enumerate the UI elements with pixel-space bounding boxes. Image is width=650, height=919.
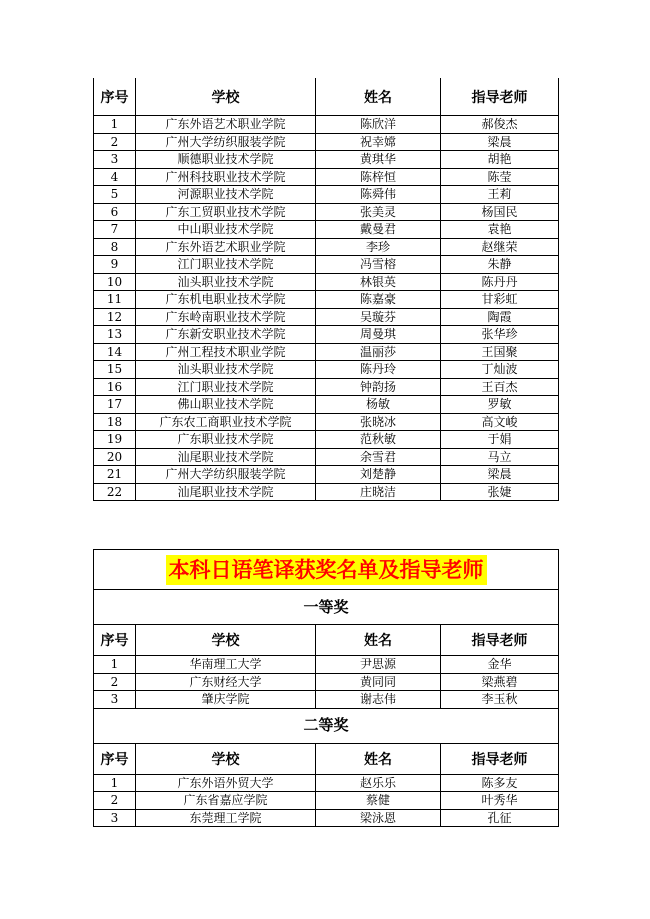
cell-num: 12 xyxy=(94,308,136,326)
cell-school: 广东外语外贸大学 xyxy=(136,774,316,792)
cell-teacher: 张华珍 xyxy=(441,326,559,344)
second-prize-label: 二等奖 xyxy=(94,708,559,743)
cell-school: 江门职业技术学院 xyxy=(136,378,316,396)
cell-name: 范秋敏 xyxy=(316,431,441,449)
cell-teacher: 梁燕碧 xyxy=(441,673,559,691)
cell-teacher: 袁艳 xyxy=(441,221,559,239)
table-row xyxy=(94,221,559,239)
cell-teacher: 马立 xyxy=(441,448,559,466)
table-row xyxy=(94,168,559,186)
cell-school: 河源职业技术学院 xyxy=(136,186,316,204)
cell-name: 陈舜伟 xyxy=(316,186,441,204)
header-name: 姓名 xyxy=(316,625,441,656)
cell-num: 4 xyxy=(94,168,136,186)
cell-num: 22 xyxy=(94,483,136,501)
cell-school: 广东外语艺术职业学院 xyxy=(136,238,316,256)
cell-teacher: 陈丹丹 xyxy=(441,273,559,291)
table-row xyxy=(94,691,559,709)
cell-num: 21 xyxy=(94,466,136,484)
cell-num: 2 xyxy=(94,792,136,810)
cell-name: 冯雪榕 xyxy=(316,256,441,274)
cell-teacher: 丁灿波 xyxy=(441,361,559,379)
cell-school: 广东农工商职业技术学院 xyxy=(136,413,316,431)
table-row xyxy=(94,256,559,274)
cell-name: 蔡健 xyxy=(316,792,441,810)
cell-teacher: 梁晨 xyxy=(441,133,559,151)
cell-school: 汕头职业技术学院 xyxy=(136,273,316,291)
cell-school: 佛山职业技术学院 xyxy=(136,396,316,414)
cell-num: 16 xyxy=(94,378,136,396)
cell-school: 广东职业技术学院 xyxy=(136,431,316,449)
cell-school: 中山职业技术学院 xyxy=(136,221,316,239)
cell-name: 张晓冰 xyxy=(316,413,441,431)
cell-name: 刘楚静 xyxy=(316,466,441,484)
cell-school: 汕尾职业技术学院 xyxy=(136,448,316,466)
table-header-row xyxy=(94,743,559,774)
cell-teacher: 王百杰 xyxy=(441,378,559,396)
header-num: 序号 xyxy=(94,625,136,656)
table-row xyxy=(94,413,559,431)
table-row xyxy=(94,809,559,827)
table-header-row xyxy=(94,78,559,116)
cell-teacher: 陈多友 xyxy=(441,774,559,792)
header-teacher: 指导老师 xyxy=(441,625,559,656)
cell-num: 11 xyxy=(94,291,136,309)
cell-teacher: 罗敏 xyxy=(441,396,559,414)
cell-school: 广东财经大学 xyxy=(136,673,316,691)
cell-num: 2 xyxy=(94,133,136,151)
cell-name: 周曼琪 xyxy=(316,326,441,344)
header-teacher: 指导老师 xyxy=(441,78,559,116)
cell-school: 广东机电职业技术学院 xyxy=(136,291,316,309)
undergrad-japanese-translation-table xyxy=(93,549,559,827)
cell-name: 李珍 xyxy=(316,238,441,256)
cell-school: 广东外语艺术职业学院 xyxy=(136,116,316,134)
cell-name: 谢志伟 xyxy=(316,691,441,709)
header-school: 学校 xyxy=(136,78,316,116)
table-header-row xyxy=(94,625,559,656)
cell-school: 广州科技职业技术学院 xyxy=(136,168,316,186)
cell-num: 1 xyxy=(94,116,136,134)
header-school: 学校 xyxy=(136,743,316,774)
first-prize-row xyxy=(94,590,559,625)
cell-num: 1 xyxy=(94,774,136,792)
cell-school: 顺德职业技术学院 xyxy=(136,151,316,169)
cell-teacher: 于娟 xyxy=(441,431,559,449)
cell-name: 陈梓恒 xyxy=(316,168,441,186)
cell-teacher: 胡艳 xyxy=(441,151,559,169)
cell-teacher: 王国聚 xyxy=(441,343,559,361)
table-row xyxy=(94,116,559,134)
table-row xyxy=(94,203,559,221)
header-num: 序号 xyxy=(94,78,136,116)
table-1-body xyxy=(94,116,559,501)
cell-name: 陈欣洋 xyxy=(316,116,441,134)
cell-school: 广东新安职业技术学院 xyxy=(136,326,316,344)
cell-num: 3 xyxy=(94,151,136,169)
cell-num: 9 xyxy=(94,256,136,274)
cell-school: 广州大学纺织服装学院 xyxy=(136,466,316,484)
table-row xyxy=(94,396,559,414)
cell-name: 梁泳恩 xyxy=(316,809,441,827)
cell-name: 戴曼君 xyxy=(316,221,441,239)
cell-school: 肇庆学院 xyxy=(136,691,316,709)
first-prize-label: 一等奖 xyxy=(94,590,559,625)
cell-school: 广州大学纺织服装学院 xyxy=(136,133,316,151)
cell-num: 8 xyxy=(94,238,136,256)
cell-num: 17 xyxy=(94,396,136,414)
cell-teacher: 甘彩虹 xyxy=(441,291,559,309)
table-row xyxy=(94,326,559,344)
cell-name: 杨敏 xyxy=(316,396,441,414)
cell-teacher: 陶霞 xyxy=(441,308,559,326)
cell-num: 1 xyxy=(94,656,136,674)
cell-name: 钟韵扬 xyxy=(316,378,441,396)
table-row xyxy=(94,151,559,169)
header-name: 姓名 xyxy=(316,78,441,116)
table-row xyxy=(94,186,559,204)
cell-num: 3 xyxy=(94,691,136,709)
cell-school: 汕头职业技术学院 xyxy=(136,361,316,379)
section-title-row xyxy=(94,550,559,590)
table-row xyxy=(94,291,559,309)
cell-num: 3 xyxy=(94,809,136,827)
cell-name: 陈丹玲 xyxy=(316,361,441,379)
cell-teacher: 金华 xyxy=(441,656,559,674)
cell-name: 吴璇芬 xyxy=(316,308,441,326)
cell-school: 广州工程技术职业学院 xyxy=(136,343,316,361)
cell-num: 20 xyxy=(94,448,136,466)
cell-name: 林银英 xyxy=(316,273,441,291)
cell-teacher: 杨国民 xyxy=(441,203,559,221)
table-row xyxy=(94,343,559,361)
cell-teacher: 孔征 xyxy=(441,809,559,827)
header-name: 姓名 xyxy=(316,743,441,774)
table-row xyxy=(94,308,559,326)
cell-name: 温丽莎 xyxy=(316,343,441,361)
cell-name: 赵乐乐 xyxy=(316,774,441,792)
cell-name: 祝幸嫦 xyxy=(316,133,441,151)
cell-num: 6 xyxy=(94,203,136,221)
table-row xyxy=(94,238,559,256)
cell-name: 庄晓洁 xyxy=(316,483,441,501)
table-row xyxy=(94,448,559,466)
winners-table-1 xyxy=(93,78,559,501)
cell-name: 余雪君 xyxy=(316,448,441,466)
cell-teacher: 王莉 xyxy=(441,186,559,204)
table-row xyxy=(94,774,559,792)
cell-school: 广东岭南职业技术学院 xyxy=(136,308,316,326)
header-num: 序号 xyxy=(94,743,136,774)
cell-teacher: 陈莹 xyxy=(441,168,559,186)
cell-school: 广东工贸职业技术学院 xyxy=(136,203,316,221)
cell-num: 10 xyxy=(94,273,136,291)
header-school: 学校 xyxy=(136,625,316,656)
table-row xyxy=(94,431,559,449)
cell-name: 张美灵 xyxy=(316,203,441,221)
cell-teacher: 梁晨 xyxy=(441,466,559,484)
table-row xyxy=(94,673,559,691)
cell-name: 黄琪华 xyxy=(316,151,441,169)
cell-num: 14 xyxy=(94,343,136,361)
table-row xyxy=(94,273,559,291)
cell-teacher: 朱静 xyxy=(441,256,559,274)
cell-teacher: 李玉秋 xyxy=(441,691,559,709)
cell-school: 江门职业技术学院 xyxy=(136,256,316,274)
cell-school: 东莞理工学院 xyxy=(136,809,316,827)
cell-teacher: 张婕 xyxy=(441,483,559,501)
table-row xyxy=(94,656,559,674)
cell-num: 18 xyxy=(94,413,136,431)
table-row xyxy=(94,378,559,396)
first-prize-body xyxy=(94,656,559,709)
cell-num: 2 xyxy=(94,673,136,691)
cell-school: 华南理工大学 xyxy=(136,656,316,674)
cell-school: 广东省嘉应学院 xyxy=(136,792,316,810)
cell-name: 陈嘉豪 xyxy=(316,291,441,309)
second-prize-row xyxy=(94,708,559,743)
cell-num: 15 xyxy=(94,361,136,379)
table-row xyxy=(94,483,559,501)
cell-teacher: 高文峻 xyxy=(441,413,559,431)
cell-num: 7 xyxy=(94,221,136,239)
cell-num: 13 xyxy=(94,326,136,344)
second-prize-body xyxy=(94,774,559,827)
cell-teacher: 叶秀华 xyxy=(441,792,559,810)
table-row xyxy=(94,466,559,484)
table-row xyxy=(94,133,559,151)
cell-teacher: 赵继荣 xyxy=(441,238,559,256)
cell-num: 19 xyxy=(94,431,136,449)
section-title: 本科日语笔译获奖名单及指导老师 xyxy=(166,555,487,585)
cell-name: 黄同同 xyxy=(316,673,441,691)
cell-school: 汕尾职业技术学院 xyxy=(136,483,316,501)
cell-name: 尹思源 xyxy=(316,656,441,674)
cell-teacher: 郝俊杰 xyxy=(441,116,559,134)
cell-num: 5 xyxy=(94,186,136,204)
table-row xyxy=(94,361,559,379)
table-row xyxy=(94,792,559,810)
header-teacher: 指导老师 xyxy=(441,743,559,774)
